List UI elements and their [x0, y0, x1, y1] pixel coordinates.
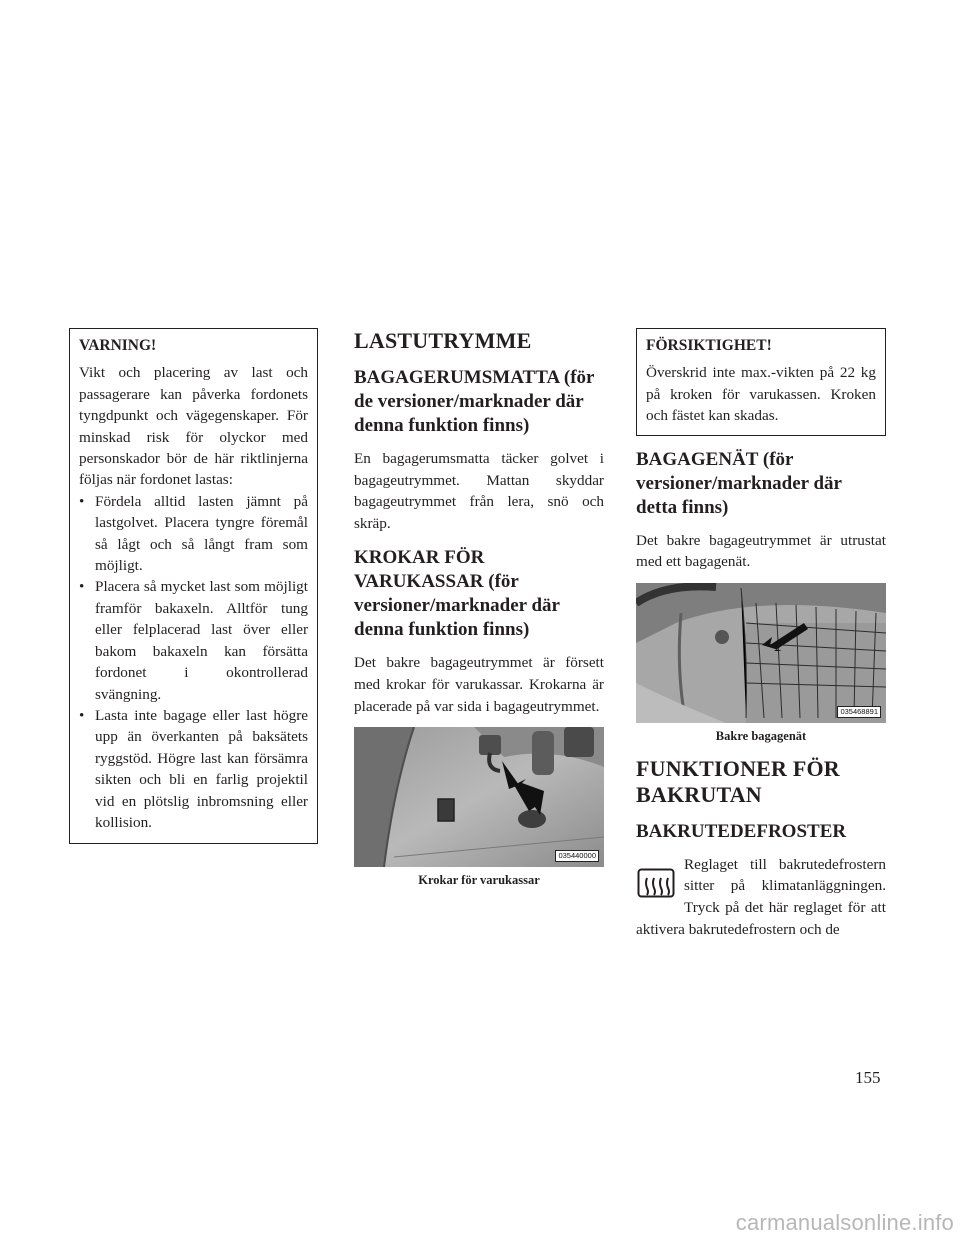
warning-bullet: • Fördela alltid lasten jämnt på lastgolvet. Placera tyngre föremål så lågt och så långt fram som möjligt. — [79, 492, 308, 575]
cargo-net-figure — [636, 583, 886, 723]
warning-list — [79, 491, 308, 834]
section-heading-cargo: LASTUTRYMME — [354, 328, 532, 353]
cargo-net-photo — [636, 583, 886, 723]
warning-title: VARNING! — [79, 337, 157, 354]
warning-bullet: • Placera så mycket last som möjligt framför bakaxeln. Alltför tung eller felplacerad last över eller bakom bakaxeln kan försätta fordonet i okontrollerad svängning. — [79, 578, 308, 703]
figure-caption: Bakre bagagenät — [715, 728, 807, 743]
section-heading-rear-window: FUNKTIONER FÖR BAKRUTAN — [636, 755, 840, 807]
caution-title: FÖRSIKTIGHET! — [646, 337, 772, 354]
warning-intro: Vikt och placering av last och passagerare kan påverka fordonets tyngdpunkt och vägegenskaper. För minskad risk för olyckor med personskador bör de här riktlinjerna följas när fordonet lastas: — [79, 364, 308, 489]
cargo-net-text: Det bakre bagageutrymmet är utrustat med ett bagagenät. — [636, 531, 886, 571]
left-column — [69, 328, 318, 844]
figure-caption: Krokar för varukassar — [418, 873, 540, 888]
rear-defroster-icon — [637, 868, 675, 898]
page-number: 155 — [855, 1068, 881, 1087]
cargo-mat-text: En bagagerumsmatta täcker golvet i bagageutrymmet. Mattan skyddar bagageutrymmet från lera, snö och skräp. — [354, 450, 604, 532]
warning-box — [69, 328, 318, 844]
subheading-rear-defroster: BAKRUTEDEFROSTER — [636, 820, 847, 842]
grocery-hook-figure — [354, 727, 604, 867]
caution-box — [636, 328, 886, 436]
grocery-hooks-text: Det bakre bagageutrymmet är försett med krokar för varukassar. Krokarna är placerade på var sida i bagageutrymmet. — [354, 654, 604, 715]
warning-bullet: • Lasta inte bagage eller last högre upp än överkanten på baksätets ryggstöd. Högre last kan försämra sikten och bli en farlig projektil vid en plötslig inbromsning eller kollision. — [79, 706, 308, 831]
grocery-hook-photo — [354, 727, 604, 867]
right-column — [636, 328, 886, 940]
defroster-paragraph — [636, 854, 886, 940]
defroster-text: Reglaget till bakrutedefrostern sitter på klimatanläggningen. Tryck på det här reglaget för att aktivera bakrutedefrostern och de — [636, 855, 886, 938]
caution-text: Överskrid inte max.-vikten på 22 kg på kroken för varukassen. Kroken och fästet kan skadas. — [646, 364, 876, 425]
subheading-grocery-hooks: KROKAR FÖR VARUKASSAR (för versioner/marknader där denna funktion finns) — [354, 547, 560, 641]
middle-column — [354, 328, 604, 888]
subheading-cargo-net: BAGAGENÄT (för versioner/marknader där detta finns) — [636, 448, 842, 518]
figure-code: 035440000 — [555, 850, 599, 862]
watermark[interactable]: carmanualsonline.info — [735, 1210, 954, 1235]
subheading-cargo-mat: BAGAGERUMSMATTA (för de versioner/marknader där denna funktion finns) — [354, 367, 595, 436]
figure-code: 035468891 — [837, 706, 881, 718]
